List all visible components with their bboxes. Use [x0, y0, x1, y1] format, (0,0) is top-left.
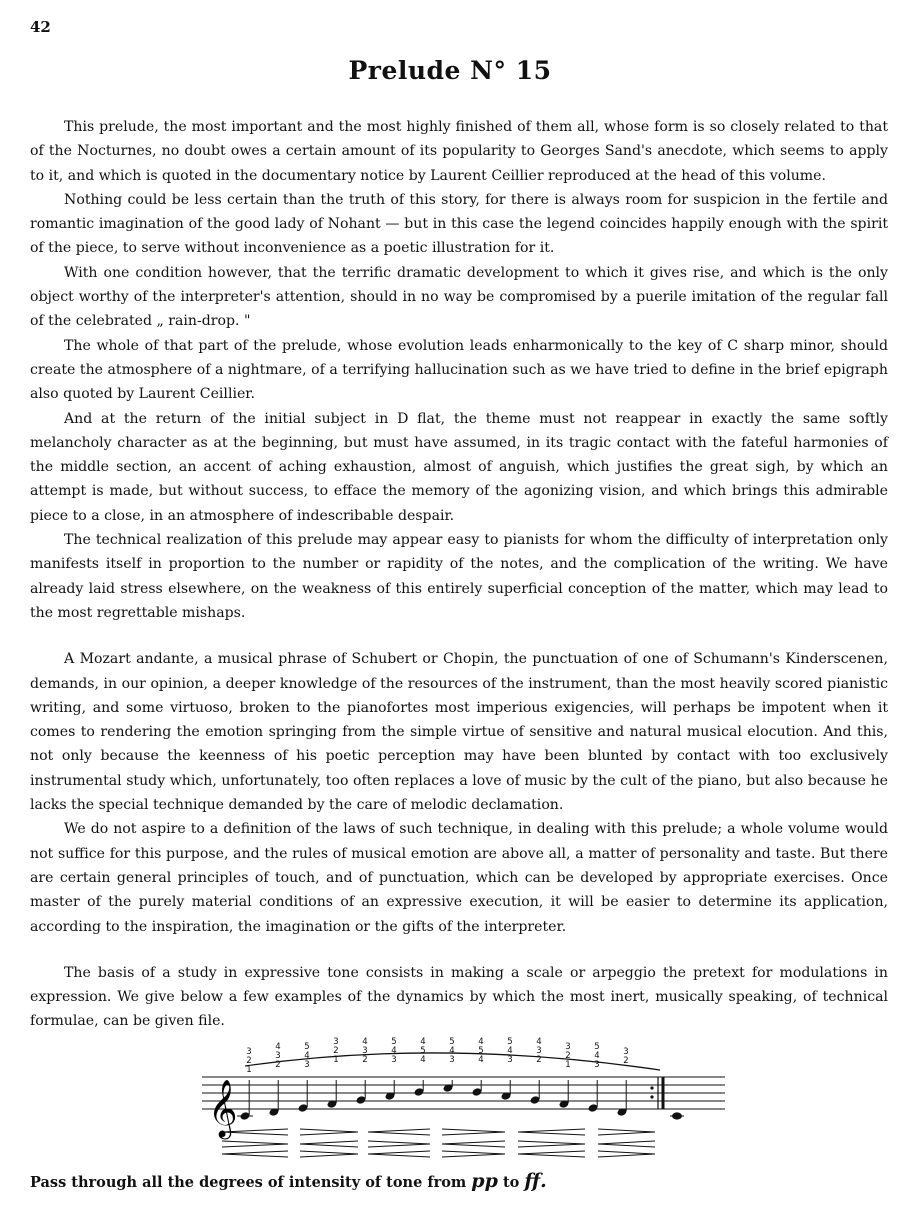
page-title: Prelude N° 15	[348, 56, 552, 85]
fingering-digit: 2	[333, 1046, 339, 1056]
music-example	[200, 1030, 730, 1160]
fingering-digit: 3	[304, 1060, 310, 1070]
dynamic-hairpins	[222, 1129, 655, 1157]
fingering-digit: 5	[594, 1042, 600, 1052]
crescendo-hairpin	[368, 1154, 430, 1157]
fingering-digit: 5	[507, 1037, 513, 1047]
fingering-digit: 2	[565, 1051, 571, 1061]
fingering-digit: 5	[391, 1037, 397, 1047]
diminuendo-hairpin	[300, 1129, 358, 1132]
fingering-digit: 4	[478, 1037, 484, 1047]
crescendo-hairpin	[518, 1154, 585, 1157]
diminuendo-hairpin	[518, 1141, 585, 1144]
fingering-digit: 5	[304, 1042, 310, 1052]
fingering-digit: 3	[594, 1060, 600, 1070]
diminuendo-hairpin	[598, 1154, 655, 1157]
crescendo-hairpin	[518, 1132, 585, 1135]
diminuendo-hairpin	[442, 1151, 505, 1154]
paragraph: The whole of that part of the prelude, whose evolution leads enharmonically to the key of C sharp minor, should create the atmosphere of a nightmare, of a terrifying hallucination such as we have tried to define in the brief epigraph also quoted by Laurent Ceillier.	[30, 337, 888, 403]
fingering-digit: 3	[536, 1046, 542, 1056]
commentary-text	[30, 115, 888, 1034]
diminuendo-hairpin	[300, 1154, 358, 1157]
diminuendo-hairpin	[442, 1129, 505, 1132]
music-staff	[200, 1030, 730, 1160]
fingering-digit: 3	[246, 1047, 252, 1057]
instruction-connector: to	[502, 1174, 520, 1191]
fingering-digit: 4	[478, 1055, 484, 1065]
crescendo-hairpin	[518, 1129, 585, 1132]
fingering-digit: 3	[391, 1055, 397, 1065]
fingering-digit: 4	[420, 1037, 426, 1047]
fingering-digit: 4	[594, 1051, 600, 1061]
fingering-digit: 2	[246, 1056, 252, 1066]
fingering-digit: 3	[449, 1055, 455, 1065]
fingering-digit: 3	[275, 1051, 281, 1061]
fingering-digit: 4	[304, 1051, 310, 1061]
fingering-digit: 3	[333, 1037, 339, 1047]
paragraph: The technical realization of this prelude may appear easy to pianists for whom the difficulty of interpretation only manifests itself in proportion to the number or rapidity of the notes, and the complication of the writing. We have already laid stress elsewhere, on the weakness of this entirely superficial conception of the matter, which may lead to the most regrettable mishaps.	[30, 532, 888, 621]
fingering-digit: 5	[420, 1046, 426, 1056]
instruction-text: Pass through all the degrees of intensity of tone from	[30, 1174, 467, 1191]
crescendo-hairpin	[518, 1151, 585, 1154]
crescendo-hairpin	[442, 1144, 505, 1147]
fingering-digit: 2	[536, 1055, 542, 1065]
diminuendo-hairpin	[442, 1132, 505, 1135]
fingering-digit: 4	[420, 1055, 426, 1065]
fingering-digit: 1	[246, 1065, 252, 1075]
crescendo-hairpin	[222, 1151, 288, 1154]
paragraph: This prelude, the most important and the most highly finished of them all, whose form is so closely related to that of the Nocturnes, no doubt owes a certain amount of its popularity to Georges Sand's anecdote, which seems to apply to it, and which is quoted in the documentary notice by Laurent Ceillier reproduced at the head of this volume.	[30, 119, 888, 184]
diminuendo-hairpin	[598, 1132, 655, 1135]
dynamic-pp: pp	[471, 1170, 498, 1192]
paragraph: Nothing could be less certain than the truth of this story, for there is always room for suspicion in the fertile and romantic imagination of the good lady of Nohant — but in this case the legend coincides happily enough with the spirit of the piece, to serve without inconvenience as a poetic illustration for it.	[30, 191, 888, 257]
fingering-digit: 1	[565, 1060, 571, 1070]
diminuendo-hairpin	[222, 1141, 288, 1144]
fingering-digit: 3	[565, 1042, 571, 1052]
diminuendo-hairpin	[368, 1144, 430, 1147]
fingerings	[246, 1037, 628, 1075]
page-number: 42	[30, 18, 51, 36]
crescendo-hairpin	[368, 1151, 430, 1154]
crescendo-hairpin	[222, 1154, 288, 1157]
instruction-line	[30, 1170, 547, 1192]
fingering-digit: 4	[449, 1046, 455, 1056]
fingering-digit: 4	[275, 1042, 281, 1052]
crescendo-hairpin	[598, 1144, 655, 1147]
fingering-digit: 5	[478, 1046, 484, 1056]
fingering-digit: 3	[362, 1046, 368, 1056]
paragraph: And at the return of the initial subject in D flat, the theme must not reappear in exactly the same softly melancholy character as at the beginning, but must have assumed, in its tragic contact with the fateful harmonies of the middle section, an accent of aching exhaustion, almost of anguish, which justifies the great sigh, by which an attempt is made, but without success, to efface the memory of the agonizing vision, and which brings this admirable piece to a close, in an atmosphere of indescribable despair.	[30, 410, 888, 524]
crescendo-hairpin	[368, 1132, 430, 1135]
fingering-digit: 4	[362, 1037, 368, 1047]
fingering-digit: 4	[391, 1046, 397, 1056]
crescendo-hairpin	[442, 1141, 505, 1144]
paragraph: With one condition however, that the terrific dramatic development to which it gives rise, and which is the only object worthy of the interpreter's attention, should in no way be compromised by a puerile imitation of the regular fall of the celebrated „ rain-drop. "	[30, 264, 888, 330]
diminuendo-hairpin	[300, 1132, 358, 1135]
fingering-digit: 3	[623, 1047, 629, 1057]
fingering-digit: 2	[275, 1060, 281, 1070]
diminuendo-hairpin	[598, 1151, 655, 1154]
dynamic-ff: ff.	[524, 1170, 547, 1192]
diminuendo-hairpin	[598, 1129, 655, 1132]
paragraph: The basis of a study in expressive tone consists in making a scale or arpeggio the pretext for modulations in expression. We give below a few examples of the dynamics by which the most inert, musically speaking, of technical formulae, can be given file.	[30, 964, 888, 1030]
staff-lines	[202, 1077, 725, 1109]
diminuendo-hairpin	[300, 1151, 358, 1154]
crescendo-hairpin	[300, 1144, 358, 1147]
fingering-digit: 2	[362, 1055, 368, 1065]
paragraph: We do not aspire to a definition of the laws of such technique, in dealing with this prelude; a whole volume would not suffice for this purpose, and the rules of musical emotion are above all, a matter of personality and taste. But there are certain general principles of touch, and of punctuation, which can be developed by appropriate exercises. Once master of the purely material conditions of an expressive execution, it will be easier to determine its application, according to the inspiration, the imagination or the gifts of the interpreter.	[30, 821, 888, 935]
notes	[237, 1080, 627, 1121]
fingering-digit: 5	[449, 1037, 455, 1047]
diminuendo-hairpin	[518, 1144, 585, 1147]
fingering-digit: 2	[623, 1056, 629, 1066]
crescendo-hairpin	[300, 1141, 358, 1144]
diminuendo-hairpin	[222, 1144, 288, 1147]
diminuendo-hairpin	[368, 1141, 430, 1144]
diminuendo-hairpin	[442, 1154, 505, 1157]
fingering-digit: 3	[507, 1055, 513, 1065]
fingering-digit: 1	[333, 1055, 339, 1065]
treble-clef-icon: 𝄞	[208, 1079, 238, 1137]
paragraph: A Mozart andante, a musical phrase of Schubert or Chopin, the punctuation of one of Schumann's Kinderscenen, demands, in our opinion, a deeper knowledge of the resources of the instrument, than the most heavily scored pianistic writing, and some virtuoso, broken to the pianofortes most imperious exigencies, will perhaps be impotent when it comes to rendering the emotion springing from the simple virtue of sensitive and natural musical elocution. And this, not only because the keenness of his poetic perception may have been blunted by contact with too exclusively instrumental study which, unfortunately, too often replaces a love of music by the cult of the piano, but also because he lacks the special technique demanded by the care of melodic declamation.	[30, 651, 888, 814]
crescendo-hairpin	[368, 1129, 430, 1132]
fingering-digit: 4	[507, 1046, 513, 1056]
crescendo-hairpin	[598, 1141, 655, 1144]
fingering-digit: 4	[536, 1037, 542, 1047]
